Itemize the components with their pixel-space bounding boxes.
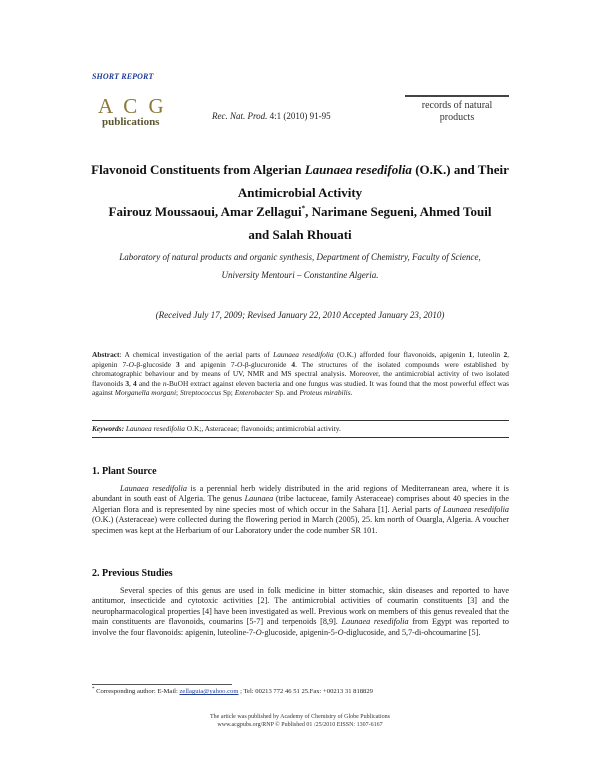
authors — [60, 204, 540, 243]
pubinfo-line1: The article was published by Academy of Chemistry of Globe Publications — [210, 714, 390, 720]
section-previous-studies-text: Several species of this genus are used in folk medicine in bitter stomachic, skin diseases and reported to have antitumor, insecticide and cytotoxic activities [2]. The antimicrobial activities of coumarin constituents [3] and the neuropharmacological properties [4] have been investigated as well. Previous work on members of this genus revealed that the main constituents are flavonoids, coumarins [5-7] and terpenoids [8,9]. Launaea resedifolia from Egypt was reported to involve the four flavonoids: apigenin, luteoline-7-O-glucoside, apigenin-5-O-diglucoside, and 5,7-di-ohcoumarine [5]. — [92, 586, 509, 637]
section-heading-plant-source: 1. Plant Source — [92, 466, 157, 477]
paper-title — [60, 162, 540, 201]
keywords-bottom-rule — [92, 437, 509, 438]
author-email-link[interactable]: zellaguia@yahoo.com — [179, 688, 239, 696]
short-report-label: SHORT REPORT — [92, 72, 154, 81]
acg-logo-letters: A C G — [98, 94, 167, 118]
pubinfo-line2: www.acgpubs.org/RNP © Published 01 /25/2010 EISSN: 1307-6167 — [217, 722, 383, 728]
authors-line2: and Salah Rhouati — [248, 227, 352, 242]
footnote-rule — [92, 684, 232, 685]
affiliation — [75, 248, 525, 284]
citation-volume: 4:1 (2010) 91-95 — [267, 111, 331, 121]
rnp-line1: records of natural — [421, 100, 493, 111]
authors-line1: Fairouz Moussaoui, Amar Zellagui*, Narimane Segueni, Ahmed Touil — [108, 204, 492, 219]
section-heading-previous-studies: 2. Previous Studies — [92, 568, 173, 579]
rnp-line2: products — [439, 112, 475, 123]
keywords-top-rule — [92, 420, 509, 421]
publication-info — [90, 713, 510, 729]
acg-publications-logo — [98, 96, 190, 136]
journal-name: Rec. Nat. Prod. — [212, 111, 268, 121]
received-dates: (Received July 17, 2009; Revised January 22, 2010 Accepted January 23, 2010) — [155, 310, 445, 320]
affiliation-line1: Laboratory of natural products and organic synthesis, Department of Chemistry, Faculty of Science, — [119, 252, 481, 262]
affiliation-line2: University Mentouri – Constantine Algeria. — [221, 270, 379, 280]
keywords: Keywords: Launaea resedifolia O.K;, Asteraceae; flavonoids; antimicrobial activity. — [92, 424, 341, 433]
rnp-logo-text — [405, 100, 509, 124]
corresponding-author-footnote: * Corresponding author: E-Mail: zellaguia@yahoo.com ; Tel: 00213 772 46 51 25.Fax: +00213 31 818829 — [92, 687, 373, 696]
records-natural-products-logo — [405, 95, 509, 125]
acg-logo-publications: publications — [102, 116, 160, 128]
abstract: Abstract: A chemical investigation of the aerial parts of Launaea resedifolia (O.K.) afforded four flavonoids, apigenin 1, luteolin 2, apigenin 7-O-β-glucoside 3 and apigenin 7-O-β-glucuronide 4. The structures of the isolated compounds were established by chromatographic behaviour and by means of UV, NMR and MS spectral analysis. Moreover, the antimicrobial activity of two isolated flavonoids 3, 4 and the n-BuOH extract against eleven bacteria and one fungus was studied. It was found that the most powerful effect was against Morganella morgani; Streptococcus Sp; Enterobacter Sp. and Proteus mirabilis. — [92, 350, 510, 398]
title-line1: Flavonoid Constituents from Algerian Launaea resedifolia (O.K.) and Their — [91, 162, 509, 177]
journal-citation — [212, 111, 331, 121]
title-line2: Antimicrobial Activity — [237, 185, 363, 200]
section-plant-source-text: Launaea resedifolia is a perennial herb widely distributed in the arid regions of Mediterranean area, where it is abundant in south east of Algeria. The genus Launaea (tribe lactuceae, family Asteraceae) comprises about 40 species in the Algerian flora and is represented by nine species most of which occur in the Sahara [1]. Aerial parts of Launaea resedifolia (O.K.) (Asteraceae) were collected during the flowering period in March (2005), 25. km north of Ouargla, Algeria. A voucher specimen was kept at the Herbarium of our Laboratory under the code number SR 101. — [92, 484, 510, 535]
rnp-top-rule — [405, 95, 509, 97]
